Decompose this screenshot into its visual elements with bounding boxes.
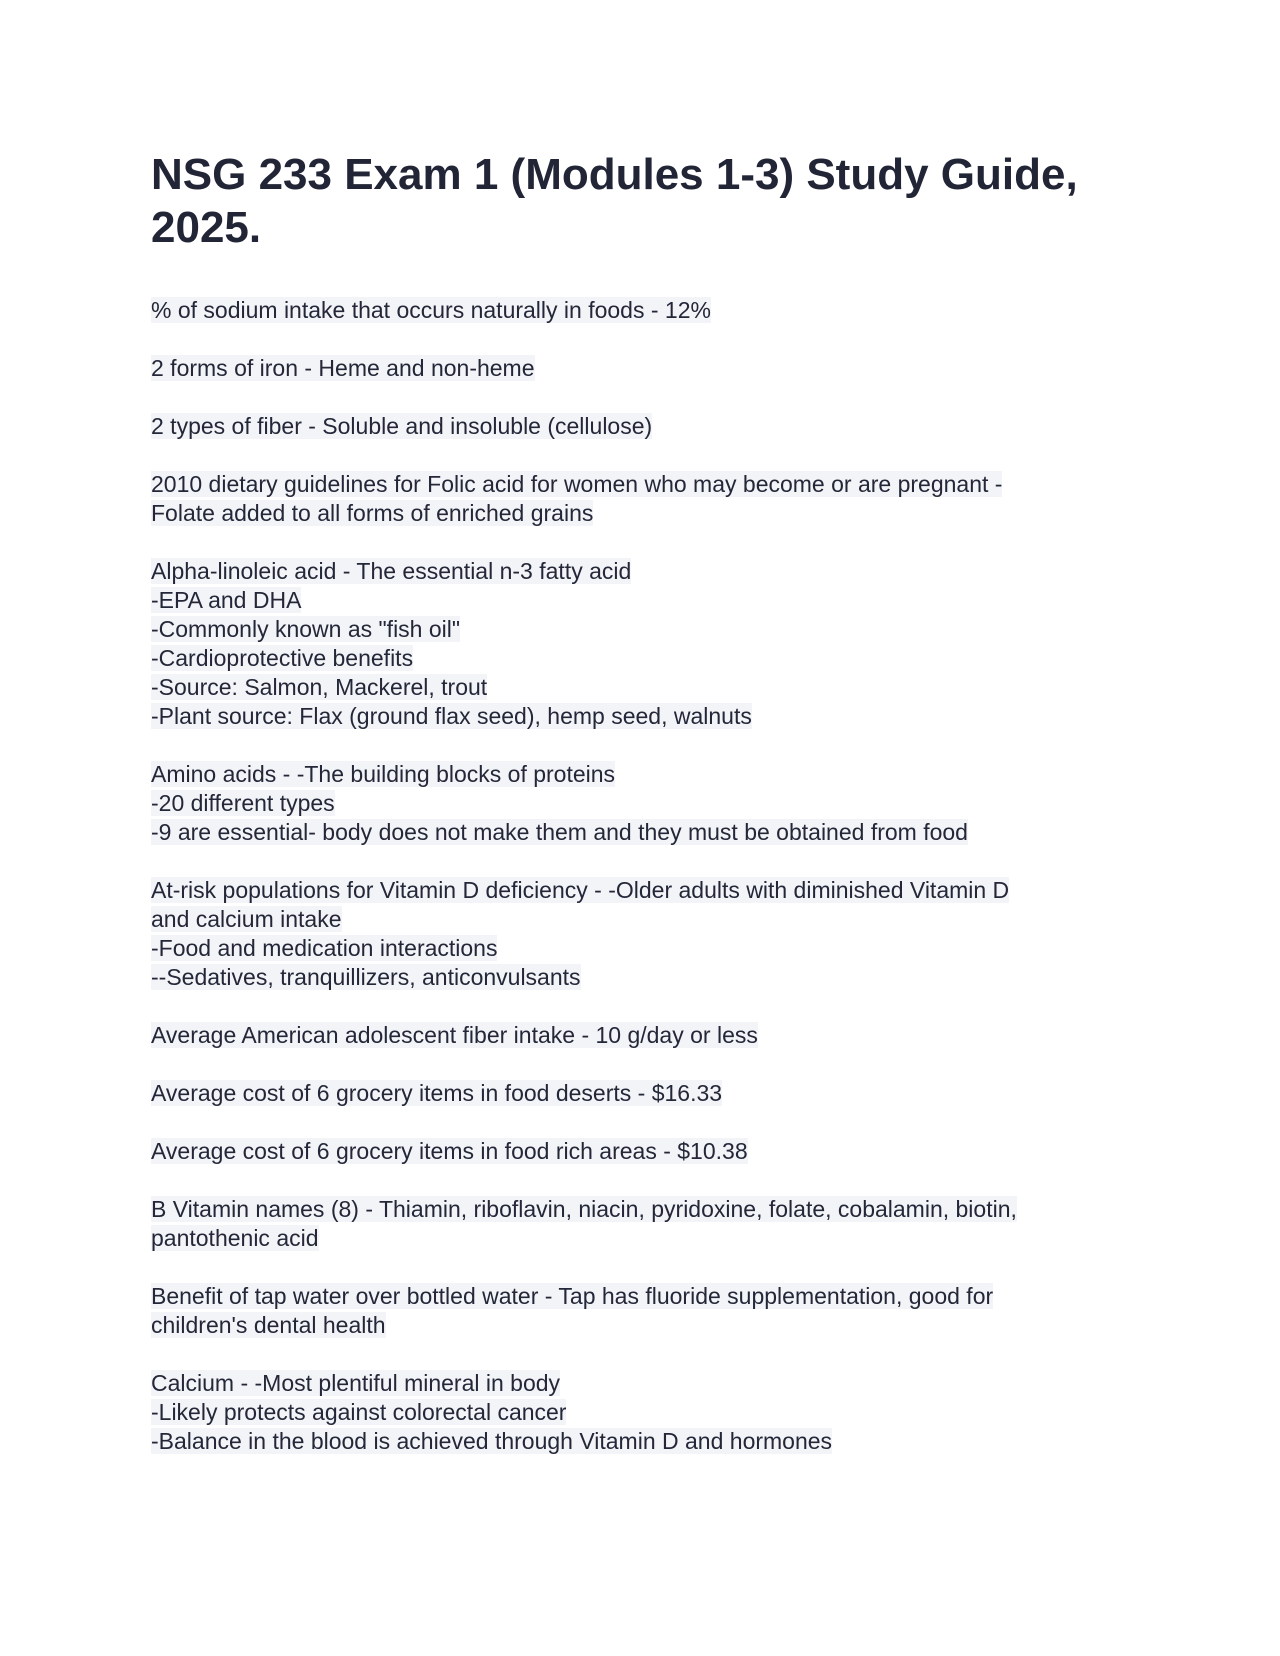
entry-line bbox=[151, 557, 1131, 586]
study-entry bbox=[151, 1137, 1131, 1166]
entry-line-text: -EPA and DHA bbox=[151, 587, 302, 613]
entry-line bbox=[151, 412, 1131, 441]
entry-line-text: children's dental health bbox=[151, 1312, 386, 1338]
entry-line bbox=[151, 470, 1131, 499]
study-entry bbox=[151, 1369, 1131, 1456]
entry-line-text: -Commonly known as "fish oil" bbox=[151, 616, 461, 642]
entry-line bbox=[151, 963, 1131, 992]
entry-line bbox=[151, 760, 1131, 789]
entry-line-text: -Plant source: Flax (ground flax seed), hemp seed, walnuts bbox=[151, 703, 752, 729]
entry-line bbox=[151, 818, 1131, 847]
entry-line bbox=[151, 586, 1131, 615]
entry-line bbox=[151, 1311, 1131, 1340]
study-entry bbox=[151, 296, 1131, 325]
entry-line bbox=[151, 1398, 1131, 1427]
entry-line bbox=[151, 1282, 1131, 1311]
entry-line-text: Average American adolescent fiber intake - 10 g/day or less bbox=[151, 1022, 758, 1048]
entry-line bbox=[151, 934, 1131, 963]
entry-line-text: pantothenic acid bbox=[151, 1225, 319, 1251]
study-entries bbox=[151, 296, 1131, 1456]
entry-line bbox=[151, 354, 1131, 383]
entry-line-text: Average cost of 6 grocery items in food rich areas - $10.38 bbox=[151, 1138, 748, 1164]
entry-line bbox=[151, 1079, 1131, 1108]
study-entry bbox=[151, 1079, 1131, 1108]
entry-line bbox=[151, 296, 1131, 325]
document-title-line-1: NSG 233 Exam 1 (Modules 1-3) Study Guide, bbox=[151, 150, 1078, 199]
entry-line bbox=[151, 1224, 1131, 1253]
study-entry bbox=[151, 760, 1131, 847]
study-entry bbox=[151, 876, 1131, 992]
entry-line-text: Average cost of 6 grocery items in food deserts - $16.33 bbox=[151, 1080, 723, 1106]
entry-line-text: -Food and medication interactions bbox=[151, 935, 498, 961]
entry-line bbox=[151, 615, 1131, 644]
entry-line bbox=[151, 1369, 1131, 1398]
entry-line bbox=[151, 702, 1131, 731]
entry-line bbox=[151, 1021, 1131, 1050]
entry-line-text: 2010 dietary guidelines for Folic acid for women who may become or are pregnant - bbox=[151, 471, 1003, 497]
entry-line-text: -Source: Salmon, Mackerel, trout bbox=[151, 674, 488, 700]
entry-line bbox=[151, 1195, 1131, 1224]
entry-line bbox=[151, 789, 1131, 818]
study-entry bbox=[151, 1195, 1131, 1253]
entry-line-text: % of sodium intake that occurs naturally in foods - 12% bbox=[151, 297, 711, 323]
document-title-line-2: 2025. bbox=[151, 203, 262, 252]
entry-line-text: At-risk populations for Vitamin D deficiency - -Older adults with diminished Vitamin D bbox=[151, 877, 1010, 903]
study-entry bbox=[151, 1021, 1131, 1050]
entry-line-text: 2 types of fiber - Soluble and insoluble (cellulose) bbox=[151, 413, 653, 439]
entry-line bbox=[151, 1137, 1131, 1166]
study-entry bbox=[151, 470, 1131, 528]
study-entry bbox=[151, 557, 1131, 731]
entry-line bbox=[151, 1427, 1131, 1456]
entry-line-text: -20 different types bbox=[151, 790, 335, 816]
entry-line-text: Alpha-linoleic acid - The essential n-3 fatty acid bbox=[151, 558, 632, 584]
entry-line-text: Folate added to all forms of enriched grains bbox=[151, 500, 594, 526]
entry-line bbox=[151, 644, 1131, 673]
entry-line bbox=[151, 673, 1131, 702]
entry-line-text: -Cardioprotective benefits bbox=[151, 645, 414, 671]
entry-line bbox=[151, 876, 1131, 905]
entry-line-text: -9 are essential- body does not make them and they must be obtained from food bbox=[151, 819, 968, 845]
study-entry bbox=[151, 1282, 1131, 1340]
entry-line-text: B Vitamin names (8) - Thiamin, riboflavin, niacin, pyridoxine, folate, cobalamin, biotin, bbox=[151, 1196, 1017, 1222]
document-page bbox=[151, 148, 1131, 1485]
study-entry bbox=[151, 412, 1131, 441]
entry-line-text: Benefit of tap water over bottled water - Tap has fluoride supplementation, good for bbox=[151, 1283, 994, 1309]
entry-line-text: Amino acids - -The building blocks of proteins bbox=[151, 761, 616, 787]
entry-line bbox=[151, 499, 1131, 528]
study-entry bbox=[151, 354, 1131, 383]
entry-line-text: 2 forms of iron - Heme and non-heme bbox=[151, 355, 535, 381]
entry-line-text: -Balance in the blood is achieved through Vitamin D and hormones bbox=[151, 1428, 833, 1454]
entry-line-text: and calcium intake bbox=[151, 906, 342, 932]
entry-line-text: --Sedatives, tranquillizers, anticonvulsants bbox=[151, 964, 581, 990]
document-title bbox=[151, 148, 1131, 254]
entry-line-text: -Likely protects against colorectal cancer bbox=[151, 1399, 567, 1425]
entry-line-text: Calcium - -Most plentiful mineral in body bbox=[151, 1370, 561, 1396]
entry-line bbox=[151, 905, 1131, 934]
